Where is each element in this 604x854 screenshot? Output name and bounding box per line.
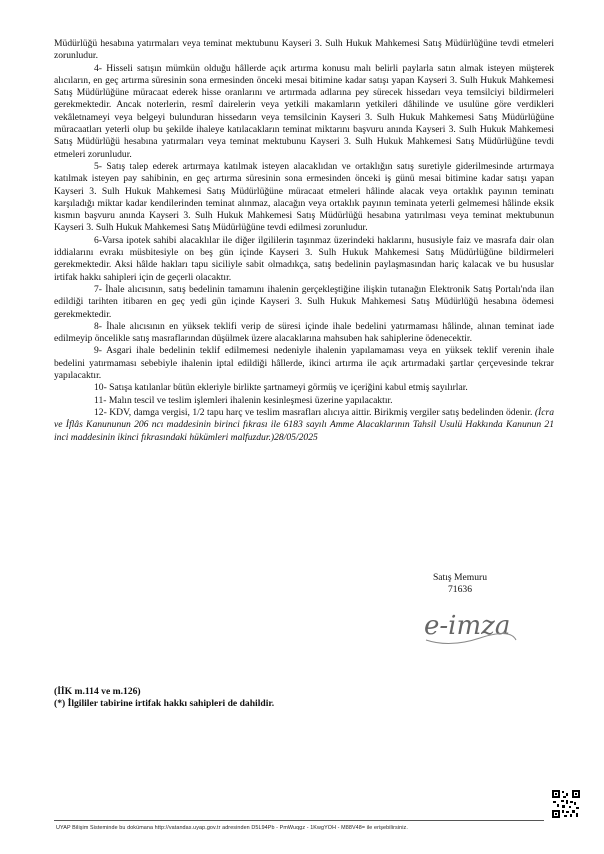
footer-divider [54, 820, 544, 821]
document-body [54, 38, 554, 444]
paragraph: 5- Satış talep ederek artırmaya katılmak isteyen alacaklıdan ve ortaklığın satış suretiyle giderilmesinde artırmaya katılmak isteyen pay sahibinin, en geç artırma süresinin sona ermesinden önceki iş günü mesai bitimine kadar satışı yapan Kayseri 3. Sulh Hukuk Mahkemesi Satış Müdürlüğüne müracaat etmeleri hâlinde alacak veya ortaklık payının teminatı karşıladığı miktar kadar kendilerinden teminat alınmaz, alacağın veya ortaklık payının teminata yeterli gelmemesi hâlinde eksik kısmın başvuru anında Kayseri 3. Sulh Hukuk Mahkemesi Satış Müdürlüğü hesabına yatırılması veya teminat mektubunun Kayseri 3. Sulh Hukuk Mahkemesi Satış Müdürlüğüne tevdi edilmesi zorunludur. [54, 160, 554, 234]
signer-title: Satış Memuru [432, 572, 488, 583]
paragraph: Müdürlüğü hesabına yatırmaları veya teminat mektubunu Kayseri 3. Sulh Hukuk Mahkemesi Satış Müdürlüğüne tevdi etmeleri zorunludur. [54, 38, 554, 62]
paragraph: 4- Hisseli satışın mümkün olduğu hâllerde açık artırma konusu malı belirli paylarla satın almak isteyen müşterek alıcıların, en geç artırma süresinin sona ermesinden önceki mesai bitimine kadar satışı yapan Kayseri 3. Sulh Hukuk Mahkemesi Satış Müdürlüğüne müracaat ederek hisse oranlarını ve artırmada adlarına pey sürecek hissedarı veya temsilciyi bildirmeleri gerekmektedir. Ancak noterlerin, resmî dairelerin veya yetkili makamların yetkileri dâhilinde ve usulüne göre verdikleri vekâletnameyi veya belgeyi bulunduran hissedarın veya temsilcinin Kayseri 3. Sulh Hukuk Mahkemesi Satış Müdürlüğüne müracaatları yeterli olup bu şekilde ihaleye katılacakların teminat miktarını başvuru anında Kayseri 3. Sulh Hukuk Mahkemesi Satış Müdürlüğü hesabına yatırmaları veya teminat mektubunu Kayseri 3. Sulh Hukuk Mahkemesi Satış Müdürlüğüne tevdi etmeleri zorunludur. [54, 62, 554, 160]
svg-text:e-imza: e-imza [424, 611, 511, 641]
signature-block [410, 572, 510, 596]
paragraph-12-italic: (İcra ve İflâs Kanununun 206 ncı maddesinin birinci fıkrası ile 6183 sayılı Amme Alacaklarının Tahsil Usulü Hakkında Kanunun 21 inci maddesinin ikinci fıkrasındaki hükümleri malfuzdur.) [54, 406, 554, 443]
paragraph: 11- Malın tescil ve teslim işlemleri ihalenin kesinleşmesi üzerine yapılacaktır. [94, 394, 393, 406]
paragraph: 6-Varsa ipotek sahibi alacaklılar ile diğer ilgililerin taşınmaz üzerindeki haklarını, hususiyle faiz ve masrafa dair olan iddialarını evrakı müsbitesiyle on beş gün içinde Kayseri 3. Sulh Hukuk Mahkemesi Satış Müdürlüğüne bildirmeleri gerekmektedir. Aksi hâlde hakları tapu siciliyle sabit olmadıkça, satış bedelinin paylaşmasından hariç kalacak ve bu hususlar irtifak hakkı sahipleri için de geçerli olacaktır. [54, 234, 554, 283]
footer-verification-text: UYAP Bilişim Sisteminde bu dokümana http://vatandas.uyap.gov.tr adresinden D5L94Pb - PmWuqgz - 1KwgYOH - M88V48= ile erişebilirsiniz. [56, 825, 408, 831]
footnote-law-reference: (İİK m.114 ve m.126) [54, 686, 141, 697]
footnote-definition: (*) İlgililer tabirine irtifak hakkı sahipleri de dahildir. [54, 698, 275, 709]
qr-code-icon[interactable] [552, 790, 580, 818]
paragraph: 8- İhale alıcısının en yüksek teklifi verip de süresi içinde ihale bedelini yatırmaması hâlinde, alınan teminat iade edilmeyip öncelikle satış masraflarından düşülmek üzere alacaklarına mahsuben hak sahiplerine ödenecektir. [54, 320, 554, 345]
paragraph: 9- Asgari ihale bedelinin teklif edilmemesi nedeniyle ihalenin yapılamaması veya en yüksek teklif verenin ihale bedelini yatırmaması sebebiyle ihalenin iptal edildiği hâllerde, ikinci artırma ile açık artırmadaki şartlar çerçevesinde tekrar yapılacaktır. [54, 345, 554, 382]
paragraph-12-text: 12- KDV, damga vergisi, 1/2 tapu harç ve teslim masrafları alıcıya aittir. Birikmiş vergiler satış bedelinden ödenir. [94, 406, 535, 418]
paragraph-12 [54, 407, 554, 444]
document-date: 28/05/2025 [274, 431, 318, 443]
signer-number: 71636 [448, 584, 472, 595]
paragraph: 10- Satışa katılanlar bütün ekleriyle birlikte şartnameyi görmüş ve içeriğini kabul etmiş sayılırlar. [94, 382, 468, 394]
paragraph: 7- İhale alıcısının, satış bedelinin tamamını ihalenin gerçekleştiğine ilişkin tutanağın Elektronik Satış Portalı'nda ilan edildiği tarihten itibaren en geç yedi gün içinde Kayseri 3. Sulh Hukuk Mahkemesi Satış Müdürlüğü hesabına ödemesi gerekmektedir. [54, 283, 554, 320]
footnotes [54, 686, 274, 710]
e-imza-stamp-icon [420, 600, 520, 650]
